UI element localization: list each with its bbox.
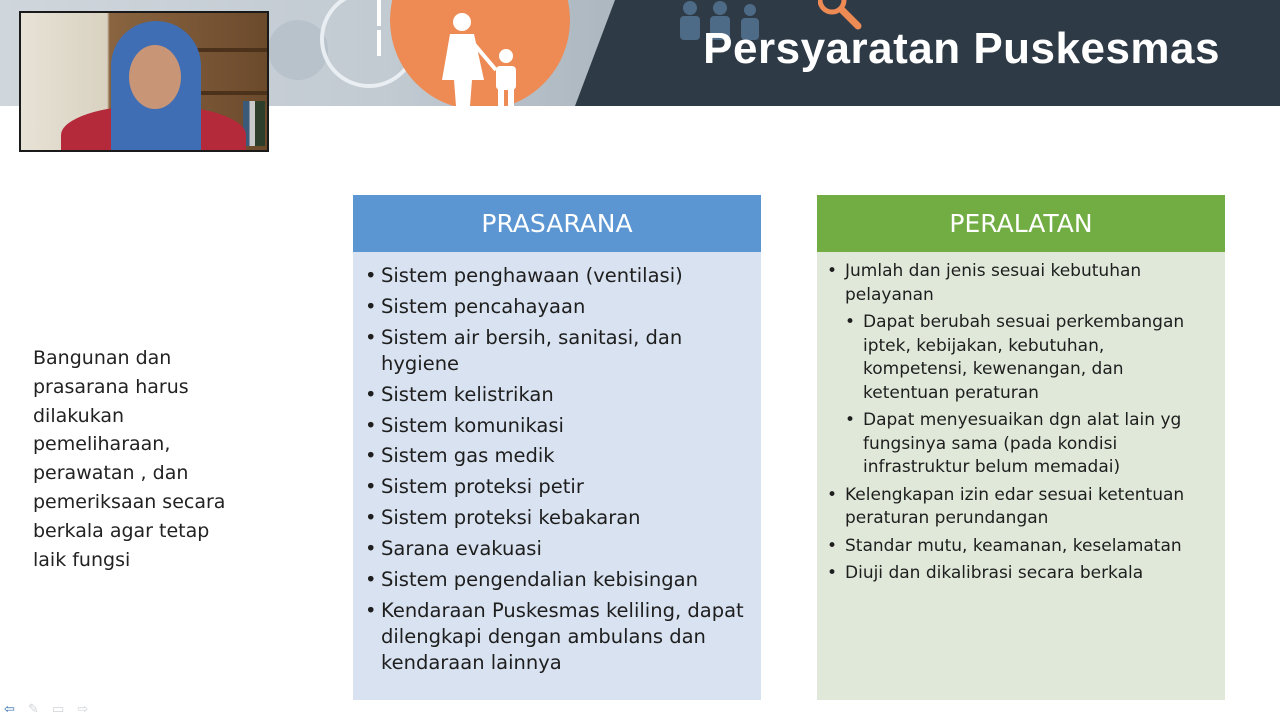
banner-decor-bars (377, 0, 391, 28)
list-item: • Sistem air bersih, sanitasi, dan hygiene (365, 325, 750, 377)
list-item: • Sistem pengendalian kebisingan (365, 567, 750, 593)
list-item: • Sistem penghawaan (ventilasi) (365, 263, 750, 289)
list-item: • Sistem pencahayaan (365, 294, 750, 320)
peralatan-list (827, 260, 1207, 590)
pen-icon[interactable]: ✎ (28, 702, 39, 717)
peralatan-card (817, 195, 1225, 700)
list-item: • Kendaraan Puskesmas keliling, dapat dilengkapi dengan ambulans dan kendaraan lainnya (365, 598, 750, 676)
sub-list (845, 311, 1207, 480)
list-item (827, 260, 1207, 480)
list-item: • Sistem proteksi petir (365, 474, 750, 500)
sub-list-item: • Dapat berubah sesuai perkembangan iptek, kebijakan, kebutuhan, kompetensi, kewenangan, dan ketentuan peraturan (845, 311, 1207, 405)
peralatan-heading: PERALATAN (817, 195, 1225, 252)
prasarana-card (353, 195, 761, 700)
slide-title: Persyaratan Puskesmas (703, 24, 1220, 73)
arrow-left-icon[interactable]: ⇦ (4, 702, 15, 717)
list-item: • Kelengkapan izin edar sesuai ketentuan peraturan perundangan (827, 484, 1207, 531)
list-item: • Sistem komunikasi (365, 413, 750, 439)
prasarana-body (353, 252, 761, 700)
prasarana-list (365, 263, 750, 681)
list-item-text: Jumlah dan jenis sesuai kebutuhan pelayanan (845, 261, 1142, 305)
family-icon (438, 10, 528, 106)
menu-icon[interactable]: ▭ (52, 702, 65, 717)
presenter-webcam (19, 11, 269, 152)
slide-player-controls (4, 698, 96, 716)
peralatan-body (817, 252, 1225, 700)
list-item: • Sistem proteksi kebakaran (365, 505, 750, 531)
maintenance-note: Bangunan dan prasarana harus dilakukan pemeliharaan, perawatan , dan pemeriksaan secara berkala agar tetap laik fungsi (33, 347, 226, 571)
list-item: • Diuji dan dikalibrasi secara berkala (827, 562, 1207, 586)
banner-decor-circle (268, 20, 328, 80)
list-item: • Standar mutu, keamanan, keselamatan (827, 535, 1207, 559)
sub-list-item: • Dapat menyesuaikan dgn alat lain yg fungsinya sama (pada kondisi infrastruktur belum memadai) (845, 409, 1207, 480)
list-item: • Sarana evakuasi (365, 536, 750, 562)
list-item: • Sistem kelistrikan (365, 382, 750, 408)
prasarana-heading: PRASARANA (353, 195, 761, 252)
list-item: • Sistem gas medik (365, 443, 750, 469)
arrow-right-icon[interactable]: ⇨ (77, 702, 89, 717)
